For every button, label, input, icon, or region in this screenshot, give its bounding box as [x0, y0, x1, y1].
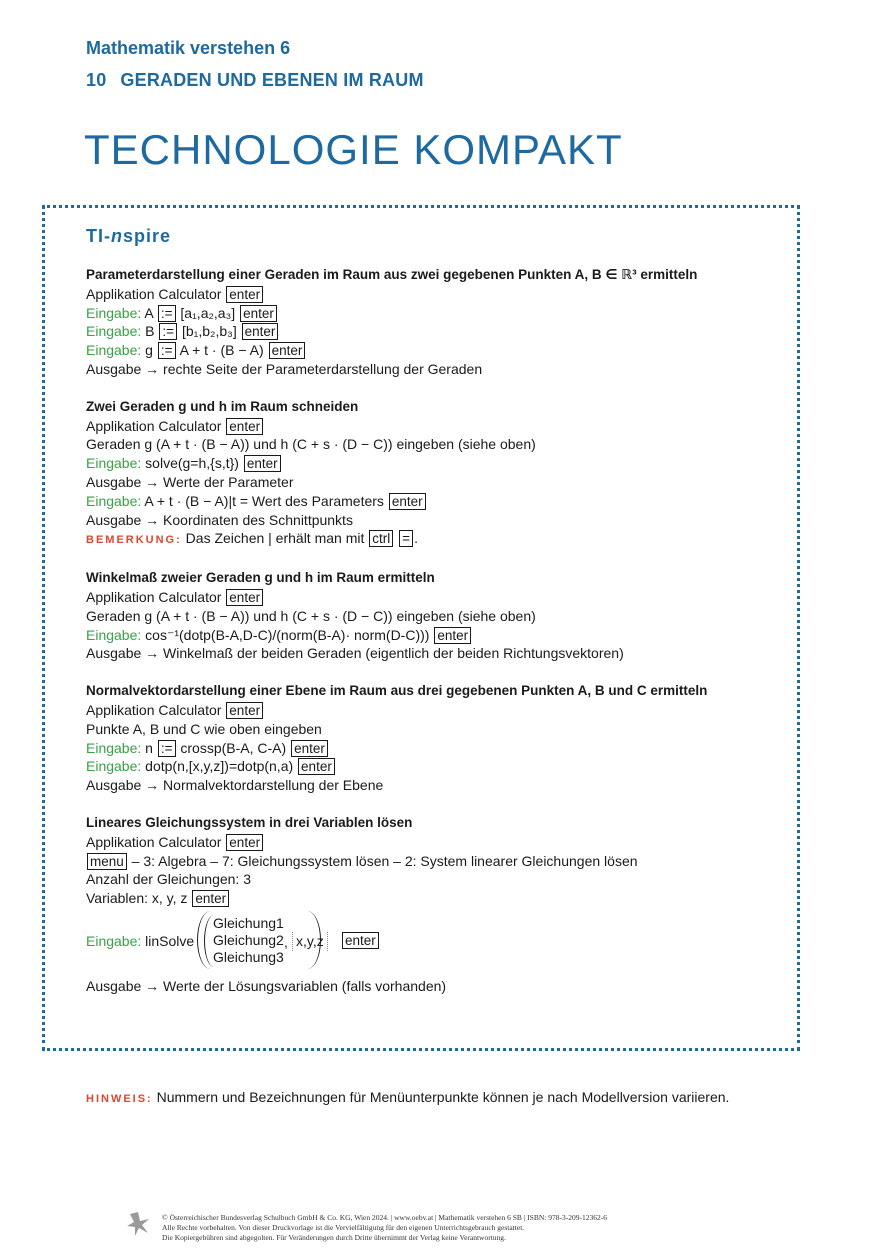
- book-title: Mathematik verstehen 6: [86, 38, 291, 58]
- equation-1: Gleichung1: [213, 914, 284, 931]
- text-line: Geraden g (A + t · (B − A)) und h (C + s · (D − C)) eingeben (siehe oben): [86, 607, 536, 624]
- output-line: Ausgabe → Winkelmaß der beiden Geraden (eigentlich der beiden Richtungsvektoren): [86, 645, 624, 662]
- box-title-prefix: TI-: [86, 226, 111, 246]
- linsolve-fn: linSolve: [145, 932, 195, 949]
- section-heading: Lineares Gleichungssystem in drei Variablen lösen: [86, 814, 413, 830]
- section-gleichungssystem: [86, 814, 786, 996]
- input-label: Eingabe:: [86, 342, 142, 359]
- enter-key: enter: [342, 932, 379, 949]
- input-line: Eingabe: g := A + t · (B − A) enter: [86, 341, 786, 360]
- note-line: BEMERKUNG: Das Zeichen | erhält man mit ctrl = .: [86, 530, 418, 547]
- assign-key: :=: [158, 305, 176, 322]
- vars-line: Variablen: x, y, z enter: [86, 889, 786, 908]
- assign-key: :=: [158, 342, 176, 359]
- hinweis-tag: HINWEIS:: [86, 1093, 153, 1105]
- note-tag: BEMERKUNG:: [86, 534, 182, 547]
- section-normalvektor: [86, 682, 786, 795]
- assign-key: :=: [158, 740, 176, 757]
- section-heading: Zwei Geraden g und h im Raum schneiden: [86, 398, 359, 414]
- text-line: Punkte A, B und C wie oben eingeben: [86, 720, 322, 737]
- app-line: Applikation Calculator enter: [86, 833, 786, 852]
- box-title-italic: n: [111, 226, 123, 246]
- footer-line-2: Alle Rechte vorbehalten. Von dieser Druckvorlage ist die Vervielfältigung für den eigenen Unterrichtsgebrauch gestattet.: [162, 1223, 525, 1232]
- enter-key: enter: [226, 834, 263, 851]
- page-title: TECHNOLOGIE KOMPAKT: [84, 126, 623, 173]
- box-content: [86, 266, 786, 1015]
- input-line: Eingabe: n := crossp(B-A, C-A) enter: [86, 739, 786, 758]
- enter-key: enter: [240, 305, 277, 322]
- enter-key: enter: [244, 455, 281, 472]
- equation-3: Gleichung3: [213, 948, 284, 965]
- comma: ,: [284, 933, 288, 950]
- output-line: Ausgabe → rechte Seite der Parameterdarstellung der Geraden: [86, 360, 483, 377]
- footer-line-1: © Österreichischer Bundesverlag Schulbuch GmbH & Co. KG, Wien 2024. | www.oebv.at | Mathematik verstehen 6 SB | ISBN: 978-3-209-12362-6: [162, 1213, 607, 1222]
- section-parameterdarstellung: [86, 266, 786, 379]
- enter-key: enter: [226, 702, 263, 719]
- text-line: Geraden g (A + t · (B − A)) und h (C + s · (D − C)) eingeben (siehe oben): [86, 436, 536, 453]
- chapter-number: 10: [86, 70, 107, 90]
- ctrl-key: ctrl: [369, 530, 393, 547]
- output-line: Ausgabe → Koordinaten des Schnittpunkts: [86, 511, 353, 528]
- input-line: Eingabe: A := [a₁,a₂,a₃] enter: [86, 304, 786, 323]
- text-line: Anzahl der Gleichungen: 3: [86, 871, 251, 888]
- section-heading: Normalvektordarstellung einer Ebene im Raum aus drei gegebenen Punkten A, B und C ermitteln: [86, 683, 708, 699]
- input-label: Eingabe:: [86, 758, 142, 775]
- chapter-heading: [86, 70, 424, 91]
- box-title-suffix: spire: [123, 226, 172, 246]
- input-line: Eingabe: dotp(n,[x,y,z])=dotp(n,a) enter: [86, 757, 786, 776]
- box-title: [86, 226, 171, 247]
- enter-key: enter: [298, 758, 335, 775]
- footer-copyright: [162, 1213, 607, 1243]
- output-line: Ausgabe → Werte der Parameter: [86, 473, 294, 490]
- enter-key: enter: [226, 589, 263, 606]
- enter-key: enter: [389, 493, 426, 510]
- enter-key: enter: [192, 890, 229, 907]
- hinweis-text: Nummern und Bezeichnungen für Menüunterpunkte können je nach Modellversion variieren.: [156, 1089, 730, 1105]
- input-line: Eingabe: cos⁻¹(dotp(B-A,D-C)/(norm(B-A)· norm(D-C))) enter: [86, 626, 786, 645]
- variables: x,y,z: [292, 932, 328, 951]
- enter-key: enter: [269, 342, 306, 359]
- input-label: Eingabe:: [86, 626, 142, 643]
- app-line: Applikation Calculator enter: [86, 285, 786, 304]
- enter-key: enter: [226, 286, 263, 303]
- input-label: Eingabe:: [86, 323, 142, 340]
- input-label: Eingabe:: [86, 739, 142, 756]
- app-line: Applikation Calculator enter: [86, 417, 786, 436]
- enter-key: enter: [242, 323, 279, 340]
- chapter-title: GERADEN UND EBENEN IM RAUM: [120, 70, 424, 90]
- app-line: Applikation Calculator enter: [86, 701, 786, 720]
- output-line: Ausgabe → Werte der Lösungsvariablen (falls vorhanden): [86, 977, 447, 994]
- menu-key: menu: [87, 853, 127, 870]
- input-label: Eingabe:: [86, 304, 142, 321]
- enter-key: enter: [226, 418, 263, 435]
- hinweis-note: [86, 1089, 729, 1105]
- input-label: Eingabe:: [86, 932, 142, 949]
- enter-key: enter: [434, 627, 471, 644]
- section-winkelmass: [86, 569, 786, 663]
- equation-2: Gleichung2: [213, 931, 284, 948]
- input-label: Eingabe:: [86, 455, 142, 472]
- section-heading: Winkelmaß zweier Geraden g und h im Raum ermitteln: [86, 570, 435, 586]
- section-heading: Parameterdarstellung einer Geraden im Raum aus zwei gegebenen Punkten A, B ∈ ℝ³ ermitteln: [86, 267, 698, 282]
- assign-key: :=: [159, 323, 177, 340]
- linsolve-input: [86, 911, 786, 973]
- input-line: Eingabe: A + t · (B − A)|t = Wert des Parameters enter: [86, 492, 786, 511]
- footer-line-3: Die Kopiergebühren sind abgegolten. Für Veränderungen durch Dritte übernimmt der Verlag keine Verantwortung.: [162, 1233, 506, 1242]
- input-label: Eingabe:: [86, 492, 142, 509]
- publisher-logo-icon: [124, 1210, 152, 1238]
- output-line: Ausgabe → Normalvektordarstellung der Ebene: [86, 777, 384, 794]
- input-line: Eingabe: B := [b₁,b₂,b₃] enter: [86, 322, 786, 341]
- equals-key: =: [399, 530, 413, 547]
- input-line: Eingabe: solve(g=h,{s,t}) enter: [86, 454, 786, 473]
- app-line: Applikation Calculator enter: [86, 588, 786, 607]
- menu-line: menu – 3: Algebra – 7: Gleichungssystem lösen – 2: System linearer Gleichungen lösen: [86, 852, 786, 871]
- section-schneiden: [86, 398, 786, 550]
- enter-key: enter: [291, 740, 328, 757]
- equation-list: [213, 915, 284, 966]
